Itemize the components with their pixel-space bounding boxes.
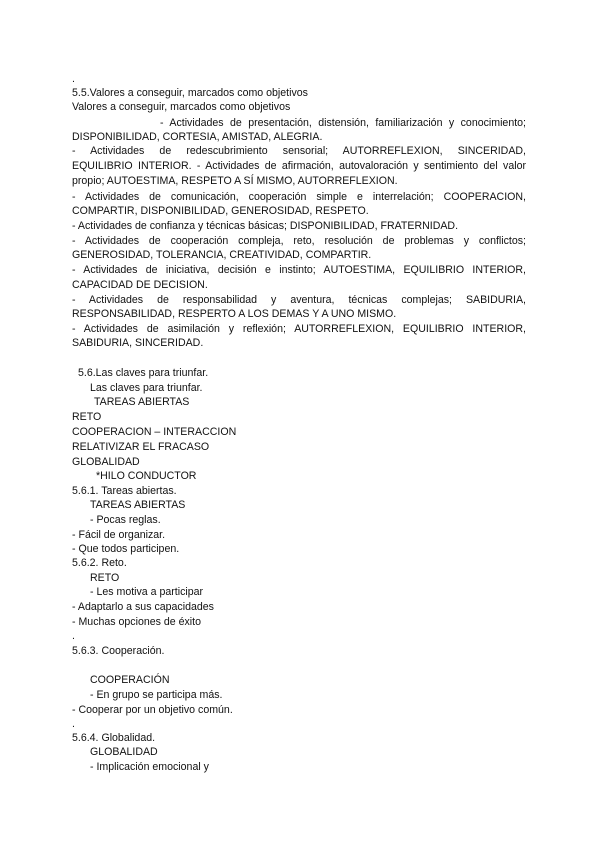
stray-dot: . <box>72 718 75 730</box>
section-5-6-title: 5.6.Las claves para triunfar. <box>78 367 209 379</box>
key-globalidad: GLOBALIDAD <box>72 456 140 468</box>
section-5-6-subtitle: Las claves para triunfar. <box>90 382 203 394</box>
section-5-6-2-heading: RETO <box>90 572 120 584</box>
activity-line: - Actividades de responsabilidad y aventura, técnicas complejas; SABIDURIA, <box>72 294 526 306</box>
section-5-6-4-title: 5.6.4. Globalidad. <box>72 732 156 744</box>
section-5-6-1-heading: TAREAS ABIERTAS <box>90 499 186 511</box>
activity-line: - Actividades de comunicación, cooperación simple e interrelación; COOPERACION, <box>72 191 526 203</box>
activity-line: DISPONIBILIDAD, CORTESIA, AMISTAD, ALEGRIA. <box>72 131 323 143</box>
activity-line: - Actividades de cooperación compleja, reto, resolución de problemas y conflictos; <box>72 235 526 247</box>
activity-line: EQUILIBRIO INTERIOR. - Actividades de afirmación, autovaloración y sentimiento del valor <box>72 160 526 172</box>
list-item: - Implicación emocional y <box>90 761 209 773</box>
list-item: - Fácil de organizar. <box>72 529 166 541</box>
list-item: - Adaptarlo a sus capacidades <box>72 601 214 613</box>
stray-dot: . <box>72 73 75 85</box>
key-tareas-abiertas: TAREAS ABIERTAS <box>94 396 190 408</box>
activity-line: - Actividades de asimilación y reflexión; AUTORREFLEXION, EQUILIBRIO INTERIOR, <box>72 323 526 335</box>
list-item: - Cooperar por un objetivo común. <box>72 704 233 716</box>
key-reto: RETO <box>72 411 102 423</box>
list-item: - Les motiva a participar <box>90 586 204 598</box>
section-5-5-subtitle: Valores a conseguir, marcados como objetivos <box>72 101 291 113</box>
list-item: - En grupo se participa más. <box>90 689 223 701</box>
activity-line: - Actividades de iniciativa, decisión e instinto; AUTOESTIMA, EQUILIBRIO INTERIOR, <box>72 264 526 276</box>
section-5-6-2-title: 5.6.2. Reto. <box>72 557 127 569</box>
key-relativizar: RELATIVIZAR EL FRACASO <box>72 441 210 453</box>
section-5-5-title: 5.5.Valores a conseguir, marcados como objetivos <box>72 87 308 99</box>
section-5-6-3-title: 5.6.3. Cooperación. <box>72 645 165 657</box>
list-item: - Pocas reglas. <box>90 514 161 526</box>
section-5-6-1-title: 5.6.1. Tareas abiertas. <box>72 485 177 497</box>
key-cooperacion: COOPERACION – INTERACCION <box>72 426 237 438</box>
section-5-6-3-heading: COOPERACIÓN <box>90 674 170 686</box>
list-item: - Muchas opciones de éxito <box>72 616 201 628</box>
list-item: - Que todos participen. <box>72 543 180 555</box>
activity-line: RESPONSABILIDAD, RESPERTO A LOS DEMAS Y A UNO MISMO. <box>72 308 397 320</box>
activity-line: - Actividades de presentación, distensión, familiarización y conocimiento; <box>160 117 526 129</box>
activity-line: - Actividades de redescubrimiento sensorial; AUTORREFLEXION, SINCERIDAD, <box>72 145 526 157</box>
activity-line: GENEROSIDAD, TOLERANCIA, CREATIVIDAD, COMPARTIR. <box>72 249 372 261</box>
activity-line: - Actividades de confianza y técnicas básicas; DISPONIBILIDAD, FRATERNIDAD. <box>72 220 459 232</box>
activity-line: COMPARTIR, DISPONIBILIDAD, GENEROSIDAD, RESPETO. <box>72 205 369 217</box>
activity-line: CAPACIDAD DE DECISION. <box>72 279 208 291</box>
activity-line: propio; AUTOESTIMA, RESPETO A SÍ MISMO, AUTORREFLEXION. <box>72 175 398 187</box>
stray-dot: . <box>72 630 75 642</box>
key-hilo-conductor: *HILO CONDUCTOR <box>96 470 197 482</box>
activity-line: SABIDURIA, SINCERIDAD. <box>72 337 204 349</box>
section-5-6-4-heading: GLOBALIDAD <box>90 746 158 758</box>
